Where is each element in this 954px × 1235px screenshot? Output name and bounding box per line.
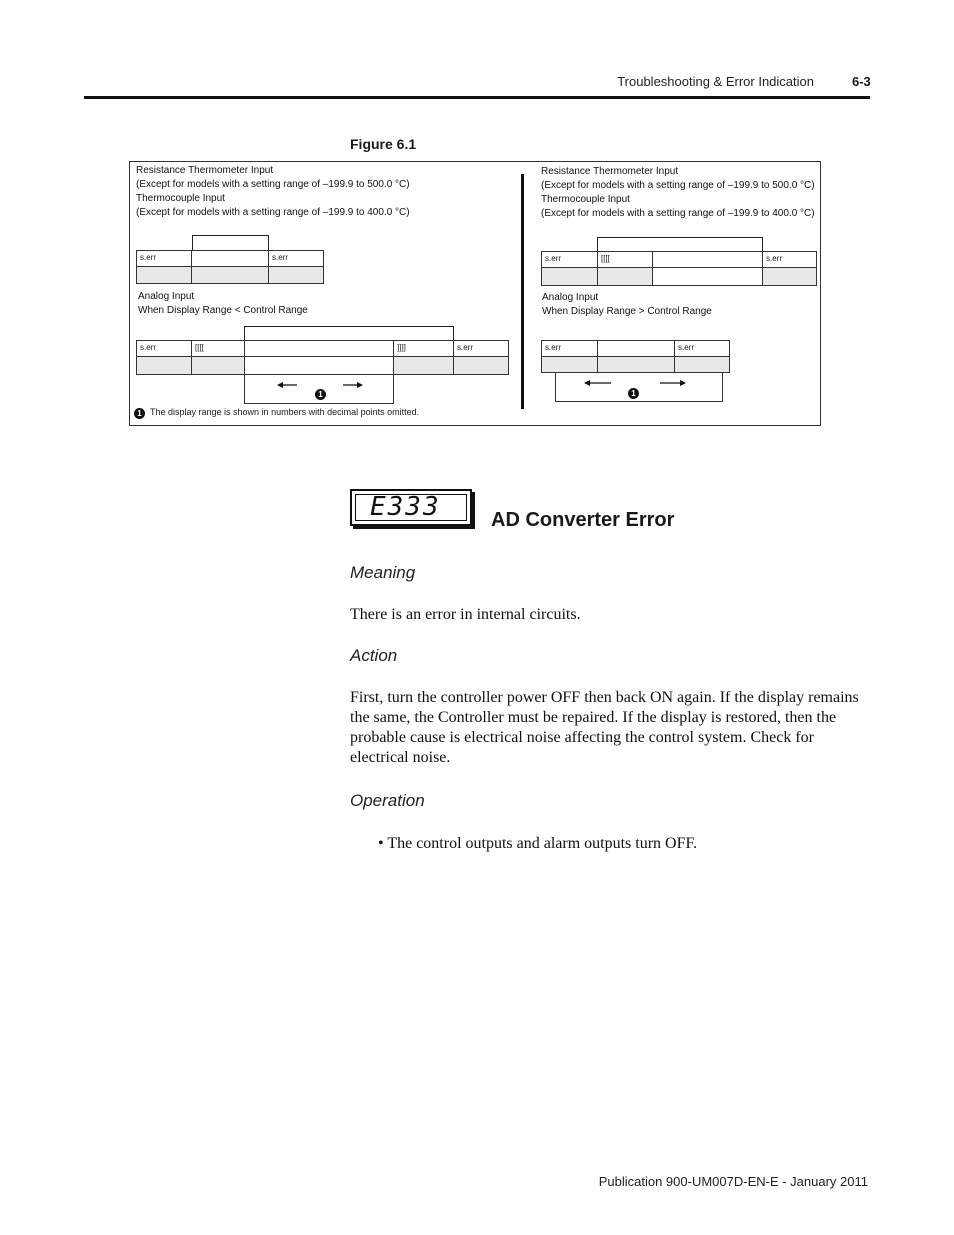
- left-analog-line-2: When Display Range < Control Range: [138, 305, 308, 316]
- right-row2-cell-3: s.err: [674, 340, 730, 357]
- page-number: 6-3: [852, 74, 871, 89]
- left-heading-line-3: Thermocouple Input: [136, 193, 225, 204]
- action-text: First, turn the controller power OFF then back ON again. If the display remains the same, the Controller must be repaired. If the display is restored, then the probable cause is electrical noise affecting the control system. Check for electrical noise.: [350, 689, 859, 766]
- meaning-text: There is an error in internal circuits.: [350, 606, 581, 623]
- right-row1-shade-1: [541, 267, 598, 286]
- left-row2-cell-2: [[[[: [191, 340, 245, 357]
- right-row1-cell-3: [652, 251, 763, 268]
- right-row2-cell-1: s.err: [541, 340, 598, 357]
- left-row1-shade-3: [268, 266, 324, 284]
- right-row1-shade-4: [762, 267, 817, 286]
- right-row1-cell-4: s.err: [762, 251, 817, 268]
- left-row2-shade-4: [393, 356, 454, 375]
- left-row1-shade-2: [191, 266, 269, 284]
- publication-footer: Publication 900-UM007D-EN-E - January 2011: [598, 1174, 868, 1189]
- left-panel-heading: [136, 164, 410, 220]
- lcd-display: [350, 489, 472, 526]
- figure-note: The display range is shown in numbers with decimal points omitted.: [150, 407, 420, 417]
- left-row1-bracket: [192, 235, 269, 250]
- operation-heading: Operation: [350, 791, 425, 810]
- action-heading: Action: [350, 646, 398, 665]
- lcd-error-code: E333: [370, 492, 441, 522]
- right-row1-cell-2: [[[[: [597, 251, 653, 268]
- error-title: AD Converter Error: [491, 509, 675, 531]
- left-row1-shade-1: [136, 266, 192, 284]
- right-analog-line-2: When Display Range > Control Range: [542, 306, 712, 317]
- running-header-title: Troubleshooting & Error Indication: [617, 74, 814, 89]
- figure-divider: [521, 174, 524, 409]
- right-row1-bracket: [597, 237, 763, 252]
- left-row2-shade-5: [453, 356, 509, 375]
- note-callout-icon: 1: [134, 408, 145, 419]
- right-heading-line-3: Thermocouple Input: [541, 194, 630, 205]
- left-row2-shade-1: [136, 356, 192, 375]
- right-heading-line-2: (Except for models with a setting range of –199.9 to 500.0 °C): [541, 180, 815, 191]
- right-range-arrows-icon: [556, 373, 724, 403]
- right-analog-heading: [542, 291, 712, 319]
- left-heading-line-1: Resistance Thermometer Input: [136, 165, 274, 176]
- left-row2-blank: [244, 356, 394, 375]
- right-heading-line-1: Resistance Thermometer Input: [541, 166, 679, 177]
- left-row2-bracket: [244, 326, 454, 341]
- right-row2-cell-2: [597, 340, 675, 357]
- left-analog-heading: [138, 290, 308, 318]
- meaning-heading: Meaning: [350, 563, 416, 582]
- operation-bullet-text: The control outputs and alarm outputs turn OFF.: [387, 835, 698, 852]
- left-row1-cell-2: [191, 250, 269, 267]
- operation-bullet-item: [378, 834, 697, 854]
- right-range-box: [555, 372, 723, 402]
- figure-label: Figure 6.1: [350, 136, 417, 152]
- left-row2-cell-5: s.err: [453, 340, 509, 357]
- left-row2-cell-3: [244, 340, 394, 357]
- left-row1-cell-3: s.err: [268, 250, 324, 267]
- left-row2-shade-2: [191, 356, 245, 375]
- right-panel-heading: [541, 165, 815, 221]
- right-analog-line-1: Analog Input: [542, 292, 599, 303]
- left-row1-cell-1: s.err: [136, 250, 192, 267]
- left-heading-line-4: (Except for models with a setting range of –199.9 to 400.0 °C): [136, 207, 410, 218]
- left-analog-line-1: Analog Input: [138, 291, 195, 302]
- right-row1-blank: [652, 267, 763, 286]
- right-callout-icon: 1: [628, 388, 639, 399]
- bullet-icon: •: [378, 835, 384, 852]
- left-callout-icon: 1: [315, 389, 326, 400]
- left-row2-cell-1: s.err: [136, 340, 192, 357]
- right-heading-line-4: (Except for models with a setting range of –199.9 to 400.0 °C): [541, 208, 815, 219]
- right-row2-shade-3: [674, 356, 730, 373]
- right-row2-shade-2: [597, 356, 675, 373]
- header-rule: [84, 96, 870, 99]
- left-row2-cell-4: ]]]]: [393, 340, 454, 357]
- right-row1-shade-2: [597, 267, 653, 286]
- right-row1-cell-1: s.err: [541, 251, 598, 268]
- right-row2-shade-1: [541, 356, 598, 373]
- left-heading-line-2: (Except for models with a setting range of –199.9 to 500.0 °C): [136, 179, 410, 190]
